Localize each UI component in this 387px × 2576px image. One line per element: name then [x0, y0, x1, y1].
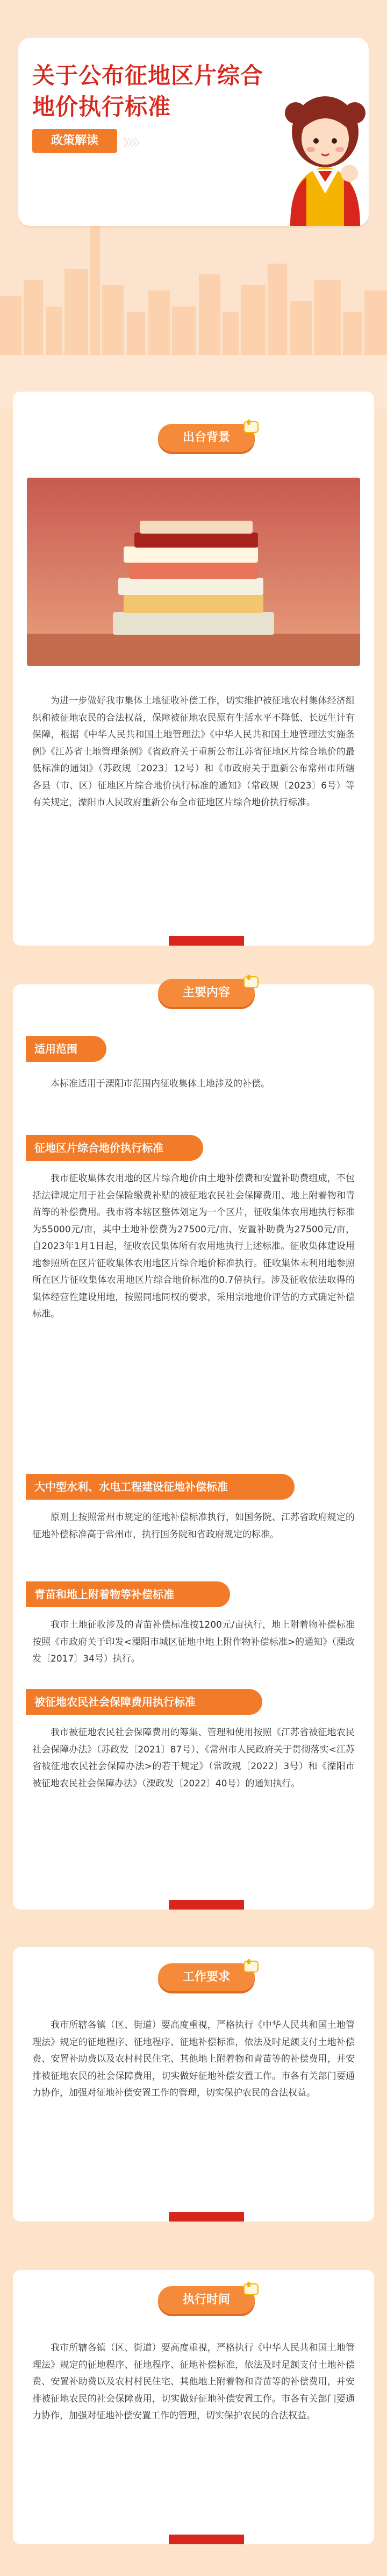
section-title: 工作要求: [182, 1970, 230, 1984]
subsection-text-price: 我市征收集体农用地的区片综合地价由土地补偿费和安置补助费组成，不包括法律规定用于社会保险缴费补贴的被征地农民社会保障费用、地上附着物和青苗等的补偿费用。我市将本辖区整体划定为一个区片，征收集体农用地执行标准为55000元/亩，其中土地补偿费为27500元/亩、安置补助费为27500元/亩，自2023年1月1日起，征收农民集体所有农用地执行上述标准。征收集体建设用地参照所在区片征收集体农用地区片综合地价标准执行。征收集体未利用地参照所在区片征收集体农用地区片综合地价标准的0.7倍执行。涉及征收依法取得的集体经营性建设用地，按照同地同权的要求，采用宗地地价评估的方式确定补偿标准。: [32, 1173, 355, 1319]
subsection-text-security: 我市被征地农民社会保障费用的筹集、管理和使用按照《江苏省被征地农民社会保障办法》（苏政发〔2021〕87号）、《常州市人民政府关于贯彻落实<江苏省被征地农民社会保障办法>的若干规定》（常政规〔2022〕3号）和《溧阳市被征地农民社会保障办法》（溧政发〔2022〕40号）的通知执行。: [32, 1727, 355, 1789]
subsection-title-water: 大中型水利、水电工程建设征地补偿标准: [26, 1474, 295, 1500]
section-divider: [169, 2535, 244, 2544]
section-background: [13, 392, 374, 946]
page-header: [0, 0, 387, 409]
hand-icon: [242, 974, 260, 990]
subsection-text-water: 原则上按照常州市规定的征地补偿标准执行，如国务院、江苏省政府规定的征地补偿标准高于常州市，执行国务院和省政府规定的标准。: [32, 1512, 355, 1540]
time-paragraph: 我市所辖各镇（区、街道）要高度重视，严格执行《中华人民共和国土地管理法》规定的征地程序、征地程序、征地补偿标准，依法及时足额支付土地补偿费、安置补助费以及农村村民住宅、其他地上附着物和青苗等的补偿费用，并安排被征地农民的社会保障费用，切实做好征地补偿安置工作。市各有关部门要通力协作，加强对征地补偿安置工作的管理，切实保护农民的合法权益。: [32, 2343, 355, 2421]
girl-illustration: [274, 81, 376, 226]
section-badge-work: [158, 1963, 255, 1991]
book-stack-photo: [27, 478, 360, 666]
background-paragraph: 为进一步做好我市集体土地征收补偿工作，切实维护被征地农村集体经济组织和被征地农民的合法权益，保障被征地农民原有生活水平不降低、长远生计有保障，根据《中华人民共和国土地管理法》《中华人民共和国土地管理法实施条例》《江苏省土地管理条例》《省政府关于重新公布江苏省征地区片综合地价的最低标准的通知》（苏政规〔2023〕12号）和《市政府关于重新公布常州市所辖各县（市、区）征地区片综合地价执行标准的通知》（常政规〔2023〕6号）等有关规定，溧阳市人民政府重新公布全市征地区片综合地价执行标准。: [32, 696, 355, 808]
section-work-requirements: [13, 1947, 374, 2222]
page-title-line-2: 地价执行标准: [32, 94, 171, 120]
page-title-line-1: 关于公布征地区片综合: [32, 62, 264, 89]
subsection-title-price: 征地区片综合地价执行标准: [26, 1135, 203, 1161]
section-badge-main: [158, 979, 255, 1007]
section-execution-time: [13, 2270, 374, 2544]
subsection-text-seedlings: 我市土地征收涉及的青苗补偿标准按1200元/亩执行，地上附着物补偿标准按照《市政府关于印发<溧阳市城区征地中地上附作物补偿标准>的通知》（溧政发〔2017〕34号）执行。: [32, 1620, 355, 1664]
section-title: 执行时间: [182, 2293, 230, 2307]
section-divider: [169, 1900, 244, 1910]
section-divider: [169, 936, 244, 946]
section-title: 出台背景: [182, 431, 230, 444]
section-badge-background: [158, 424, 255, 452]
tag-arrows: 〉〉〉〉: [124, 138, 144, 149]
subsection-text-scope: 本标准适用于溧阳市范围内征收集体土地涉及的补偿。: [51, 1078, 270, 1089]
hand-icon: [242, 418, 260, 435]
hand-icon: [242, 1958, 260, 1974]
subsection-title-scope: 适用范围: [26, 1036, 106, 1062]
work-paragraph: 我市所辖各镇（区、街道）要高度重视，严格执行《中华人民共和国土地管理法》规定的征地程序、征地程序、征地补偿标准，依法及时足额支付土地补偿费、安置补助费以及农村村民住宅、其他地上附着物和青苗等的补偿费用，并安排被征地农民的社会保障费用，切实做好征地补偿安置工作。市各有关部门要通力协作，加强对征地补偿安置工作的管理，切实保护农民的合法权益。: [32, 2020, 355, 2098]
subsection-title-security: 被征地农民社会保障费用执行标准: [26, 1689, 262, 1715]
section-title: 主要内容: [182, 986, 230, 999]
hand-icon: [242, 2281, 260, 2297]
section-divider: [169, 2212, 244, 2222]
subsection-title-seedlings: 青苗和地上附着物等补偿标准: [26, 1581, 230, 1607]
section-badge-time: [158, 2286, 255, 2314]
policy-tag: 政策解读: [32, 129, 117, 153]
section-main-content: [13, 984, 374, 1910]
city-skyline: [0, 204, 387, 409]
